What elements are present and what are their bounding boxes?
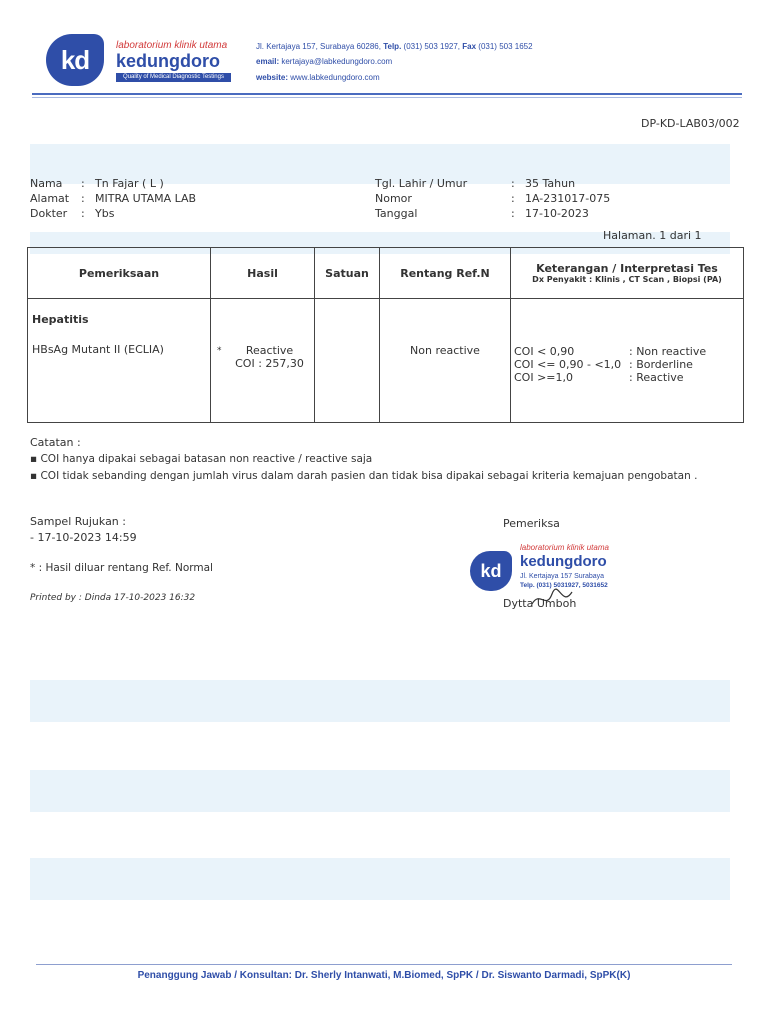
results-table <box>27 247 744 423</box>
test-name: HBsAg Mutant II (ECLIA) <box>32 343 164 356</box>
sep: : <box>81 192 85 205</box>
stamp-address: Jl. Kertajaya 157 Surabaya <box>520 573 605 580</box>
abnormal-flag: * <box>217 346 222 356</box>
sep: : <box>511 192 515 205</box>
fax: (031) 503 1652 <box>478 42 533 51</box>
pemeriksa-title: Pemeriksa <box>503 517 560 530</box>
dokter-label: Dokter <box>30 207 68 220</box>
footer-divider <box>36 964 732 965</box>
printed-by: Printed by : Dinda 17-10-2023 16:32 <box>30 593 196 603</box>
pemeriksa-name: Dytta Umboh <box>503 597 577 610</box>
tgl-lahir-value: 35 Tahun <box>525 177 576 190</box>
stamp-subtitle: laboratorium klinik utama <box>520 543 609 552</box>
result-value: Reactive <box>245 344 294 357</box>
col-keterangan <box>511 248 744 299</box>
sep: : <box>511 177 515 190</box>
background-band <box>30 858 730 900</box>
fax-label: Fax <box>462 42 477 51</box>
sep: : <box>511 207 515 220</box>
col-rentang: Rentang Ref.N <box>380 248 511 299</box>
keterangan-title: Keterangan / Interpretasi Tes <box>536 262 718 275</box>
alamat-value: MITRA UTAMA LAB <box>95 192 197 205</box>
lab-logo: kd <box>46 34 104 86</box>
sep: : <box>81 177 85 190</box>
nomor-value: 1A-231017-075 <box>525 192 611 205</box>
col-satuan: Satuan <box>315 248 380 299</box>
cell-satuan <box>315 299 380 423</box>
col-pemeriksaan: Pemeriksaan <box>28 248 211 299</box>
contact-email-line <box>256 57 392 66</box>
nama-value: Tn Fajar ( L ) <box>95 177 164 190</box>
brand-subtitle: laboratorium klinik utama <box>116 40 228 51</box>
col-hasil: Hasil <box>211 248 315 299</box>
brand-tagline: Quality of Medical Diagnostic Testings <box>116 73 231 82</box>
telp: (031) 503 1927, <box>403 42 461 51</box>
result-coi: COI : 257,30 <box>235 357 304 370</box>
footer-signatories: Penanggung Jawab / Konsultan: Dr. Sherly Intanwati, M.Biomed, SpPK / Dr. Siswanto Darmadi, SpPK(K) <box>137 970 631 981</box>
interp-line: COI >=1,0 : Reactive <box>514 371 684 384</box>
website-link[interactable]: www.labkedungdoro.com <box>290 73 380 82</box>
cell-interpretation <box>511 299 744 423</box>
background-band <box>30 680 730 722</box>
address: Jl. Kertajaya 157, Surabaya 60286, <box>256 42 381 51</box>
nama-label: Nama <box>30 177 63 190</box>
page-info: Halaman. 1 dari 1 <box>603 229 702 242</box>
tgl-lahir-label: Tgl. Lahir / Umur <box>375 177 468 190</box>
website-label: website: <box>256 73 289 82</box>
interp-line: COI < 0,90 : Non reactive <box>514 345 707 358</box>
table-header-row <box>28 248 744 299</box>
catatan-item: ▪ COI tidak sebanding dengan jumlah virus dalam darah pasien dan tidak bisa dipakai sebagai kriteria kemajuan pengobatan . <box>30 470 698 482</box>
nomor-label: Nomor <box>375 192 412 205</box>
header-divider-thin <box>32 97 742 98</box>
interp-line: COI <= 0,90 - <1,0 : Borderline <box>514 358 693 371</box>
email-label: email: <box>256 57 280 66</box>
stamp-telp: Telp. (031) 5031927, 5031652 <box>520 582 608 589</box>
tanggal-label: Tanggal <box>375 207 418 220</box>
tanggal-value: 17-10-2023 <box>525 207 589 220</box>
stamp-logo: kd <box>470 551 512 591</box>
contact-address-line <box>256 42 533 51</box>
legend-note: * : Hasil diluar rentang Ref. Normal <box>30 562 213 574</box>
catatan-title: Catatan : <box>30 436 81 449</box>
telp-label: Telp. <box>383 42 402 51</box>
keterangan-subtitle: Dx Penyakit : Klinis , CT Scan , Biopsi (PA) <box>532 275 722 284</box>
section-title: Hepatitis <box>32 313 89 326</box>
bullet-icon: ▪ <box>30 470 38 482</box>
bullet-icon: ▪ <box>30 453 38 465</box>
email-link[interactable]: kertajaya@labkedungdoro.com <box>281 57 393 66</box>
cell-result <box>211 299 315 423</box>
background-band <box>30 770 730 812</box>
alamat-label: Alamat <box>30 192 70 205</box>
cell-reference: Non reactive <box>380 299 511 423</box>
table-row <box>28 299 744 423</box>
document-code: DP-KD-LAB03/002 <box>641 117 740 130</box>
sep: : <box>81 207 85 220</box>
sampel-value: - 17-10-2023 14:59 <box>30 531 137 544</box>
trailing-dot: . <box>694 470 698 482</box>
cell-test <box>28 299 211 423</box>
catatan-item: ▪ COI hanya dipakai sebagai batasan non reactive / reactive saja <box>30 453 373 465</box>
stamp-name: kedungdoro <box>520 553 607 570</box>
sampel-title: Sampel Rujukan : <box>30 515 126 528</box>
contact-website-line <box>256 73 380 82</box>
header-divider <box>32 93 742 95</box>
brand-name: kedungdoro <box>116 51 220 71</box>
dokter-value: Ybs <box>95 207 115 220</box>
